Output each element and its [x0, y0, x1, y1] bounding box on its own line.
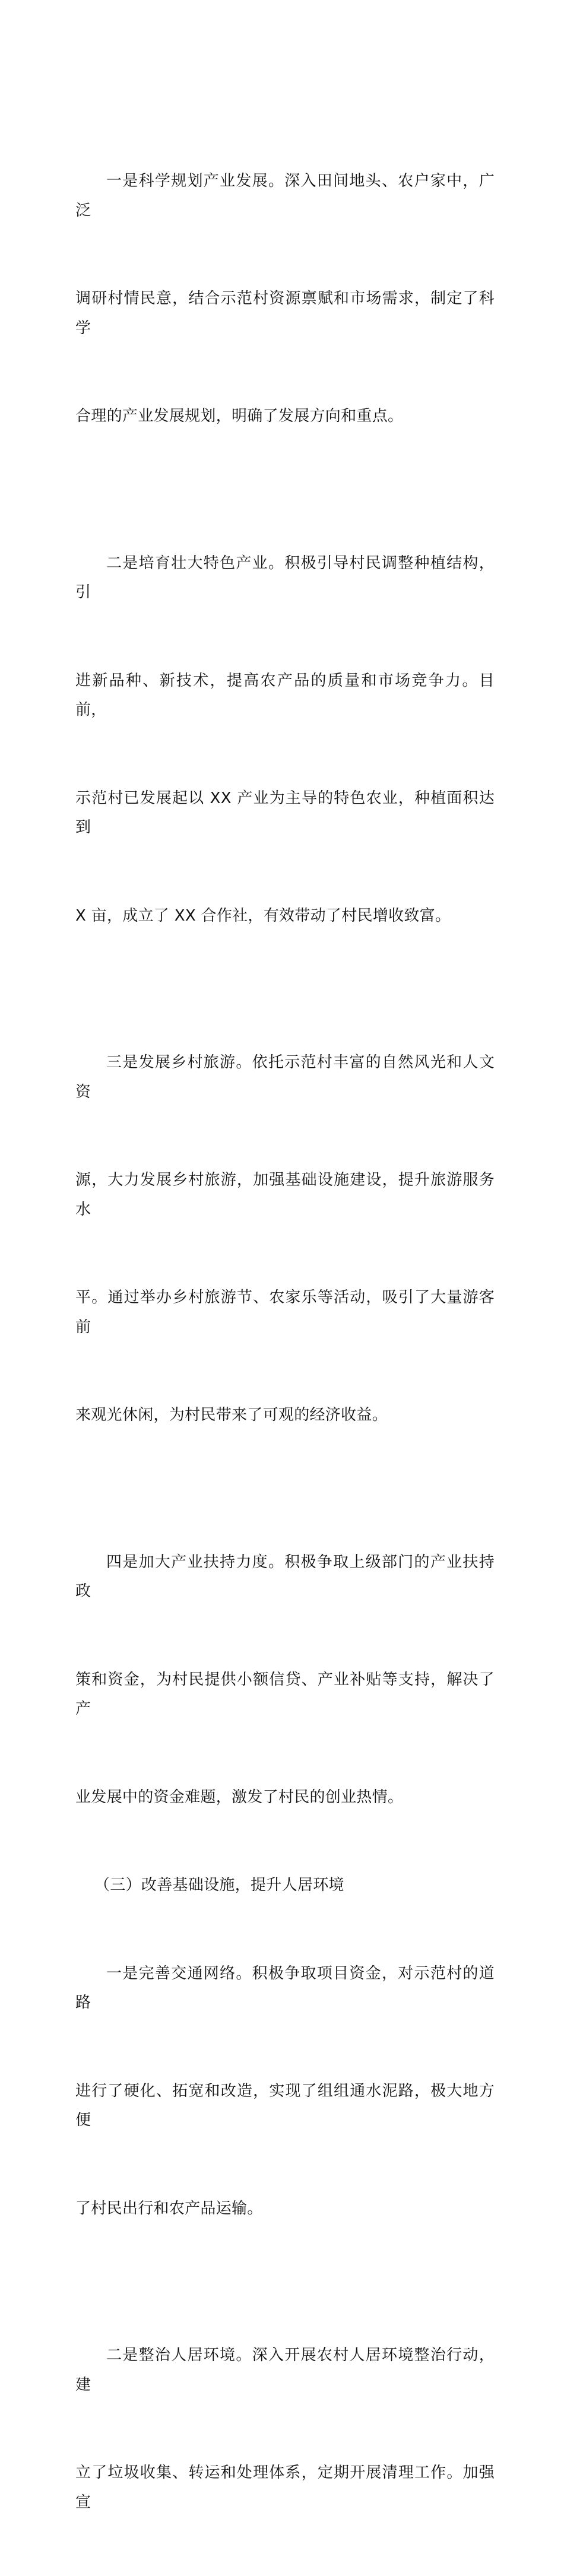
paragraph-line: 示范村已发展起以 XX 产业为主导的特色农业，种植面积达到: [75, 789, 495, 836]
paragraph-line: 源，大力发展乡村旅游，加强基础设施建设，提升旅游服务水: [75, 1171, 495, 1219]
paragraph-line: 策和资金，为村民提供小额信贷、产业补贴等支持，解决了产: [75, 1670, 495, 1718]
paragraph-line: 三是发展乡村旅游。依托示范村丰富的自然风光和人文资: [75, 1054, 495, 1101]
paragraph-specialty-industry: [75, 490, 495, 990]
paragraph-line: 平。通过举办乡村旅游节、农家乐等活动，吸引了大量游客前: [75, 1289, 495, 1336]
paragraph-line: 立了垃圾收集、转运和处理体系，定期开展清理工作。加强宣: [75, 2464, 495, 2511]
paragraph-line: 来观光休闲，为村民带来了可观的经济收益。: [75, 1406, 388, 1424]
paragraph-line: 四是加大产业扶持力度。积极争取上级部门的产业扶持政: [75, 1553, 495, 1600]
document-body: [75, 108, 495, 2576]
paragraph-line: 一是完善交通网络。积极争取项目资金，对示范村的道路: [75, 1964, 495, 2012]
paragraph-rural-tourism: [75, 989, 495, 1489]
paragraph-industry-planning: [75, 108, 495, 490]
paragraph-line: 业发展中的资金难题，激发了村民的创业热情。: [75, 1788, 404, 1806]
paragraph-line: 二是整治人居环境。深入开展农村人居环境整治行动，建: [75, 2346, 495, 2394]
paragraph-line: 合理的产业发展规划，明确了发展方向和重点。: [75, 407, 404, 425]
section-heading: （三）改善基础设施，提升人居环境: [94, 1876, 344, 1894]
paragraph-line: 二是培育壮大特色产业。积极引导村民调整种植结构，引: [75, 554, 495, 601]
paragraph-line: 调研村情民意，结合示范村资源禀赋和市场需求，制定了科学: [75, 290, 495, 337]
paragraph-line: 一是科学规划产业发展。深入田间地头、农户家中，广泛: [75, 172, 495, 220]
paragraph-line: X 亩，成立了 XX 合作社，有效带动了村民增收致富。: [75, 906, 451, 925]
paragraph-living-environment: [75, 2282, 495, 2576]
paragraph-transport-network: [75, 1901, 495, 2283]
paragraph-line: 进新品种、新技术，提高农产品的质量和市场竞争力。目前，: [75, 671, 495, 719]
paragraph-line: 了村民出行和农产品运输。: [75, 2199, 263, 2217]
paragraph-line: 进行了硬化、拓宽和改造，实现了组组通水泥路，极大地方便: [75, 2082, 495, 2129]
paragraph-industry-support: [75, 1489, 495, 1871]
